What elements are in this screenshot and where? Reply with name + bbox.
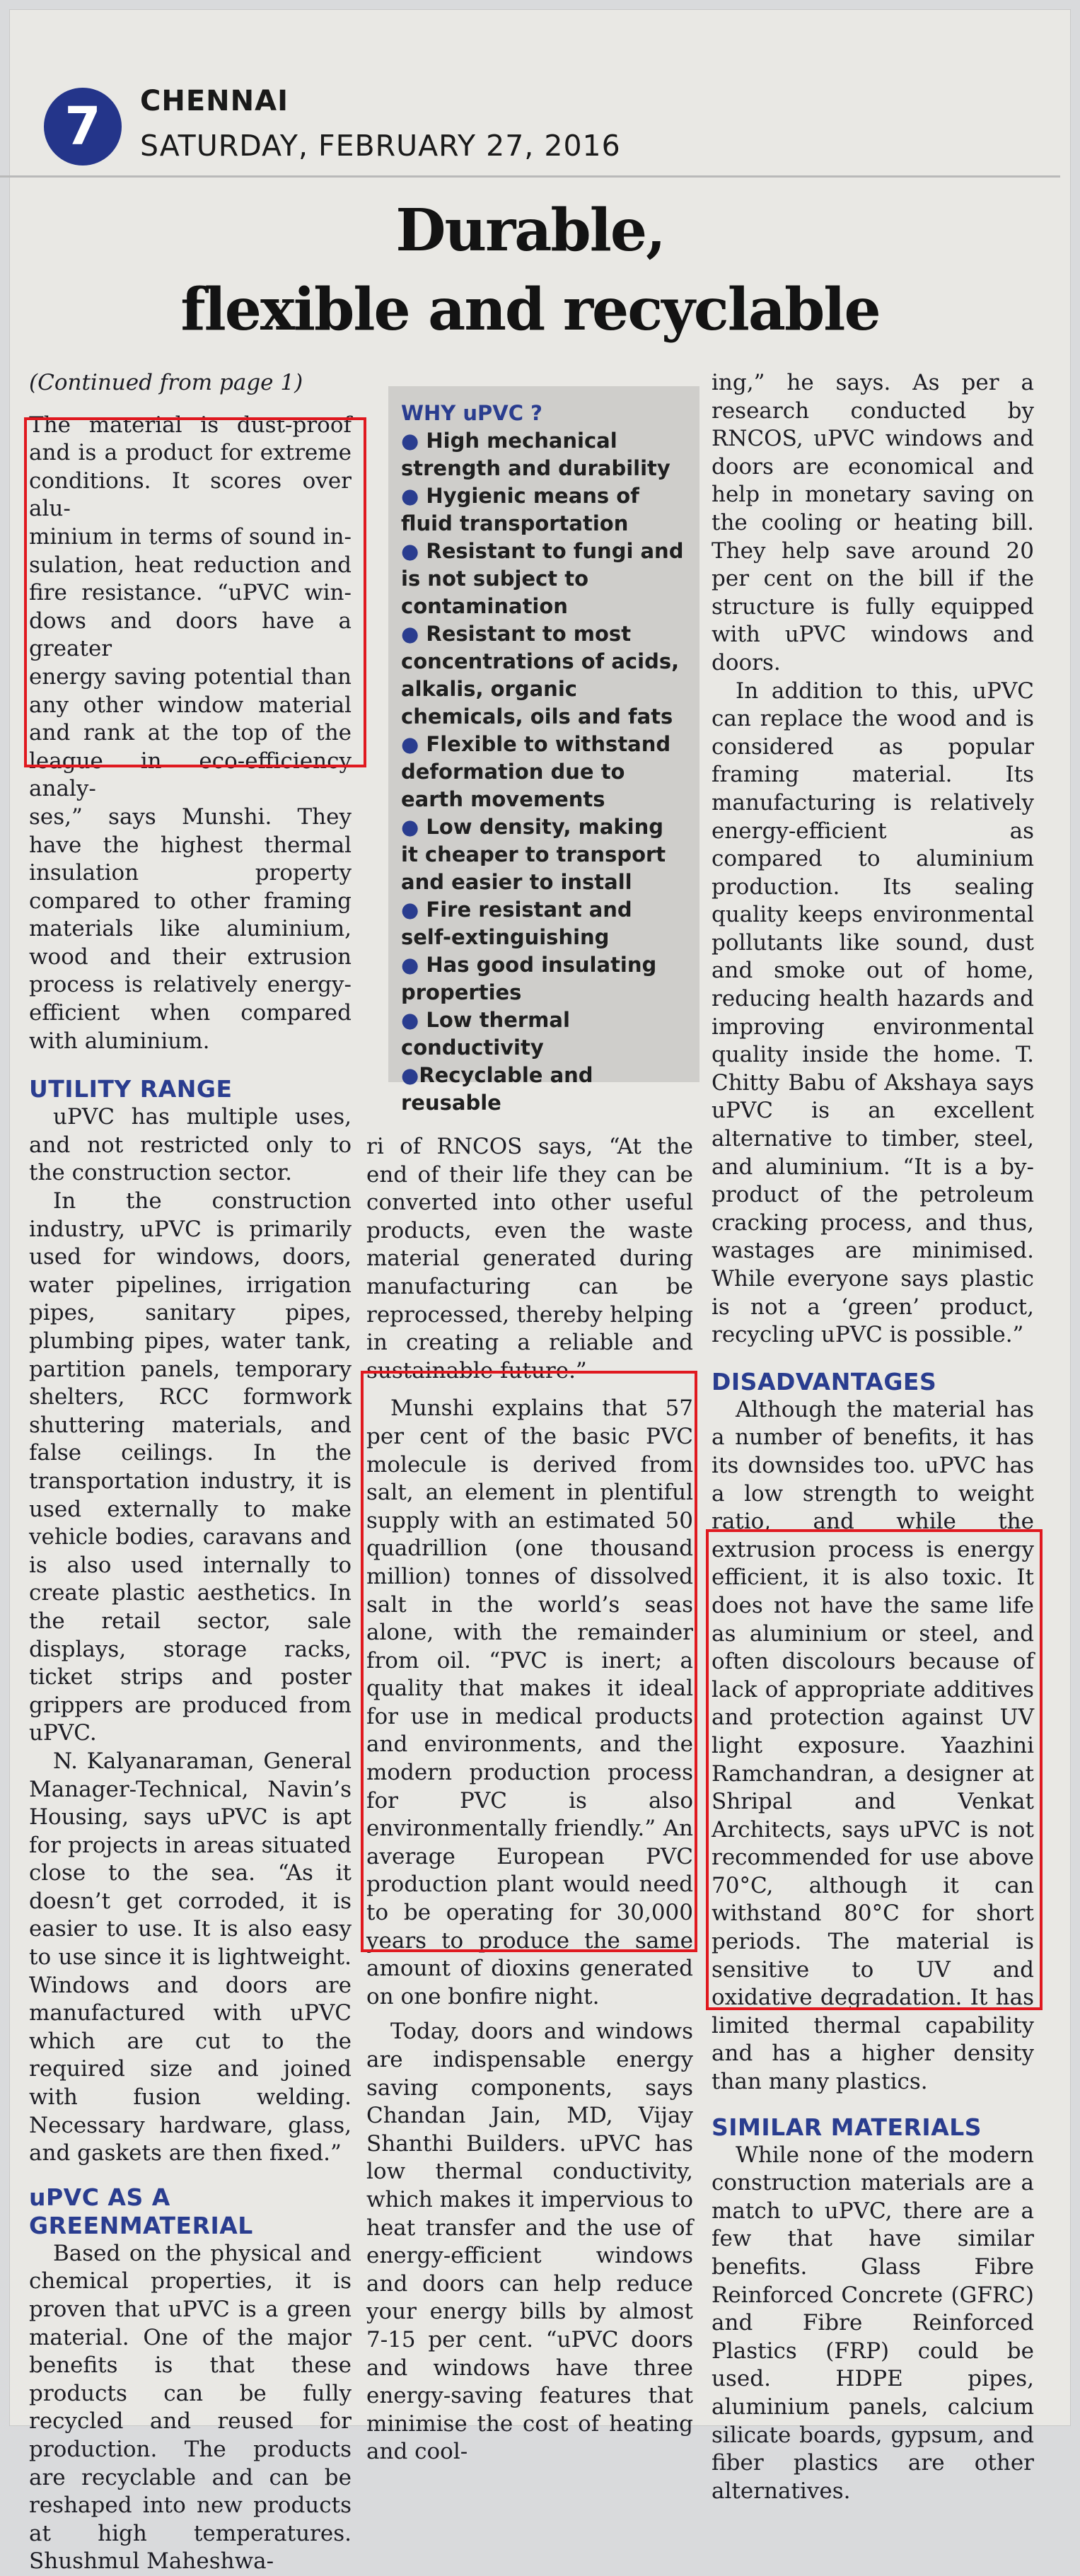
header-rule (0, 175, 1060, 178)
utility-paragraph: In the construction industry, uPVC is primarily used for windows, doors, water pipelines, irrigation pipes, sanitary pipes, plumbing pipes, water tank, partition panels, temporary shelters, RCC formwork shuttering materials, and false ceilings. In the transportation industry, it is used externally to make vehicle bodies, caravans and is also used internally to create plastic aesthetics. In the retail sector, sale displays, storage racks, ticket strips and poster grippers are produced from uPVC. (29, 1188, 352, 1746)
intro-line: and rank at the top of the (29, 720, 352, 746)
bullet-icon: ● (401, 622, 426, 646)
intro-line: ses,” says Munshi. They (29, 803, 352, 830)
intro-line: dows and doors have a greater (29, 608, 352, 662)
column3-paragraph: In addition to this, uPVC can replace the wood and is considered as popular framing material. Its manufacturing is relatively energy-efficient as compared to aluminium production. Its sealing quality keeps environmental pollutants like sound, dust and smoke out of home, reducing health hazards and improving environmental quality inside the home. T. Chitty Babu of Akshaya says uPVC is an excellent alternative to timber, steel, and aluminium. “It is a by-product of the petroleum cracking process, and thus, wastages are minimised. While everyone says plastic is not a ‘green’ product, recycling uPVC is possible.” (712, 678, 1034, 1348)
utility-range-heading: UTILITY RANGE (29, 1075, 233, 1103)
similar-materials-paragraph: While none of the modern construction materials are a match to uPVC, there are a few that have similar benefits. Glass Fibre Reinforced Concrete (GFRC) and Fibre Reinforced Plastics (FRP) could be used. HDPE pipes, aluminium panels, calcium silicate boards, gypsum, and fiber plastics are other alternatives. (712, 2142, 1034, 2504)
box-item (401, 1006, 687, 1062)
box-item-text: Has good insulating properties (401, 953, 657, 1004)
disadvantages-heading: DISADVANTAGES (712, 1367, 937, 1396)
intro-line: The material is dust-proof (29, 412, 352, 438)
intro-line: energy saving potential than (29, 663, 352, 690)
bullet-icon: ● (401, 1008, 426, 1032)
intro-line: and is a product for extreme (29, 440, 352, 466)
box-item (401, 427, 687, 482)
disadvantages-paragraph: Although the material has a number of benefits, it has its downsides too. uPVC has a low strength to weight ratio, and while the extrusion process is energy efficient, it is also toxic. It does not have the same life as aluminium or steel, and often discolours because of lack of appropriate additives and protection against UV light exposure. Yaazhini Ramchandran, a designer at Shripal and Venkat Architects, says uPVC is not recommended for use above 70°C, although it can withstand 80°C for short periods. The material is sensitive to UV and oxidative degradation. It has limited thermal capability and has a higher density than many plastics. (712, 1396, 1034, 2095)
intro-paragraph-rest: have the highest thermal insulation property compared to other framing materials like aluminium, wood and their extrusion process is relatively energy-efficient when compared with aluminium. (29, 832, 352, 1054)
box-item (401, 731, 687, 813)
utility-paragraph: uPVC has multiple uses, and not restricted only to the construction sector. (29, 1104, 352, 1186)
green-heading-line: GREENMATERIAL (29, 2211, 253, 2239)
box-item-text: Flexible to withstand deformation due to earth movements (401, 732, 671, 811)
bullet-icon: ● (401, 815, 426, 839)
issue-date: SATURDAY, FEBRUARY 27, 2016 (140, 129, 621, 163)
highlight-box-munshi (361, 1371, 697, 1952)
box-item (401, 1062, 687, 1117)
bullet-icon: ● (401, 1063, 419, 1087)
bullet-icon: ● (401, 898, 426, 922)
intro-line: any other window material (29, 692, 352, 718)
headline-line-2: flexible and recyclable (180, 276, 880, 344)
intro-line: league in eco-efficiency analy- (29, 748, 352, 802)
column2-paragraph: ri of RNCOS says, “At the end of their life they can be converted into other useful products, even the waste material generated during manufacturing can be reprocessed, thereby helping in creating a reliable and sustainable future.” (366, 1134, 693, 1383)
intro-line: minium in terms of sound in- (29, 523, 352, 550)
box-item (401, 482, 687, 538)
continued-note: (Continued from page 1) (29, 370, 303, 395)
column2-highlight-paragraph: Munshi explains that 57 per cent of the basic PVC molecule is derived from salt, an element in plentiful supply with an estimated 50 quadrillion (one thousand million) tonnes of dissolved salt in the world’s seas alone, with the remainder from oil. “PVC is inert; a quality that makes it ideal for use in medical products and environments, and the modern production process for PVC is also environmentally friendly.” An average European PVC production plant would need to be operating for 30,000 years to produce the same amount of dioxins generated on one bonfire night. (366, 1396, 693, 2009)
green-heading-line: uPVC AS A (29, 2183, 170, 2211)
box-item-text: High mechanical strength and durability (401, 429, 670, 480)
green-material-heading (29, 2183, 352, 2240)
intro-line: sulation, heat reduction and (29, 552, 352, 578)
box-item (401, 813, 687, 896)
box-item (401, 538, 687, 620)
column3-paragraph: ing,” he says. As per a research conducted by RNCOS, uPVC windows and doors are economical and help in monetary saving on the cooling or heating bill. They help save around 20 per cent on the bill if the structure is fully equipped with uPVC windows and doors. (712, 370, 1034, 675)
box-title: WHY uPVC ? (401, 401, 542, 425)
box-item (401, 951, 687, 1006)
similar-materials-heading: SIMILAR MATERIALS (712, 2113, 982, 2141)
why-upvc-box (388, 386, 699, 1115)
bullet-icon: ● (401, 484, 426, 508)
box-item-text: Resistant to fungi and is not subject to contamination (401, 539, 684, 618)
box-item-text: Recyclable and reusable (401, 1063, 593, 1115)
highlight-box-disadvantages (706, 1529, 1043, 2010)
green-paragraph: Based on the physical and chemical properties, it is proven that uPVC is a green material. One of the major benefits is that these products can be fully recycled and reused for production. The products are recyclable and can be reshaped into new products at high temperatures. Shushmul Maheshwa- (29, 2240, 352, 2575)
box-item-text: Resistant to most concentrations of acids, alkalis, organic chemicals, oils and fats (401, 622, 680, 729)
headline-line-1: Durable, (395, 197, 665, 265)
utility-paragraph: N. Kalyanaraman, General Manager-Technical, Navin’s Housing, says uPVC is apt for projects in areas situated close to the sea. “As it doesn’t get corroded, it is easier to use. It is also easy to use since it is lightweight. Windows and doors are manufactured with uPVC which are cut to the required size and joined with fusion welding. Necessary hardware, glass, and gaskets are then fixed.” (29, 1748, 352, 2166)
box-item-text: Low thermal conductivity (401, 1008, 570, 1060)
column2-paragraph: Today, doors and windows are indispensable energy saving components, says Chandan Jain, MD, Vijay Shanthi Builders. uPVC has low thermal conductivity, which makes it impervious to heat transfer and the use of energy-efficient windows and doors can help reduce your energy bills by almost 7-15 per cent. “uPVC doors and windows have three energy-saving features that minimise the cost of heating and cool- (366, 2019, 693, 2465)
column-3 (712, 369, 1034, 2505)
bullet-icon: ● (401, 953, 426, 977)
box-item-text: Low density, making it cheaper to transport and easier to install (401, 815, 666, 894)
box-item-text: Fire resistant and self-extinguishing (401, 898, 632, 949)
intro-line: conditions. It scores over alu- (29, 468, 352, 522)
page-number-badge (44, 88, 122, 166)
box-item-text: Hygienic means of fluid transportation (401, 484, 639, 535)
bullet-icon: ● (401, 429, 426, 453)
intro-line: fire resistance. “uPVC win- (29, 580, 352, 606)
box-item (401, 896, 687, 951)
bullet-icon: ● (401, 732, 426, 756)
page-number: 7 (64, 96, 101, 157)
box-item (401, 620, 687, 731)
city-label: CHENNAI (140, 85, 289, 117)
bullet-icon: ● (401, 539, 426, 563)
highlight-box-intro (24, 417, 366, 767)
